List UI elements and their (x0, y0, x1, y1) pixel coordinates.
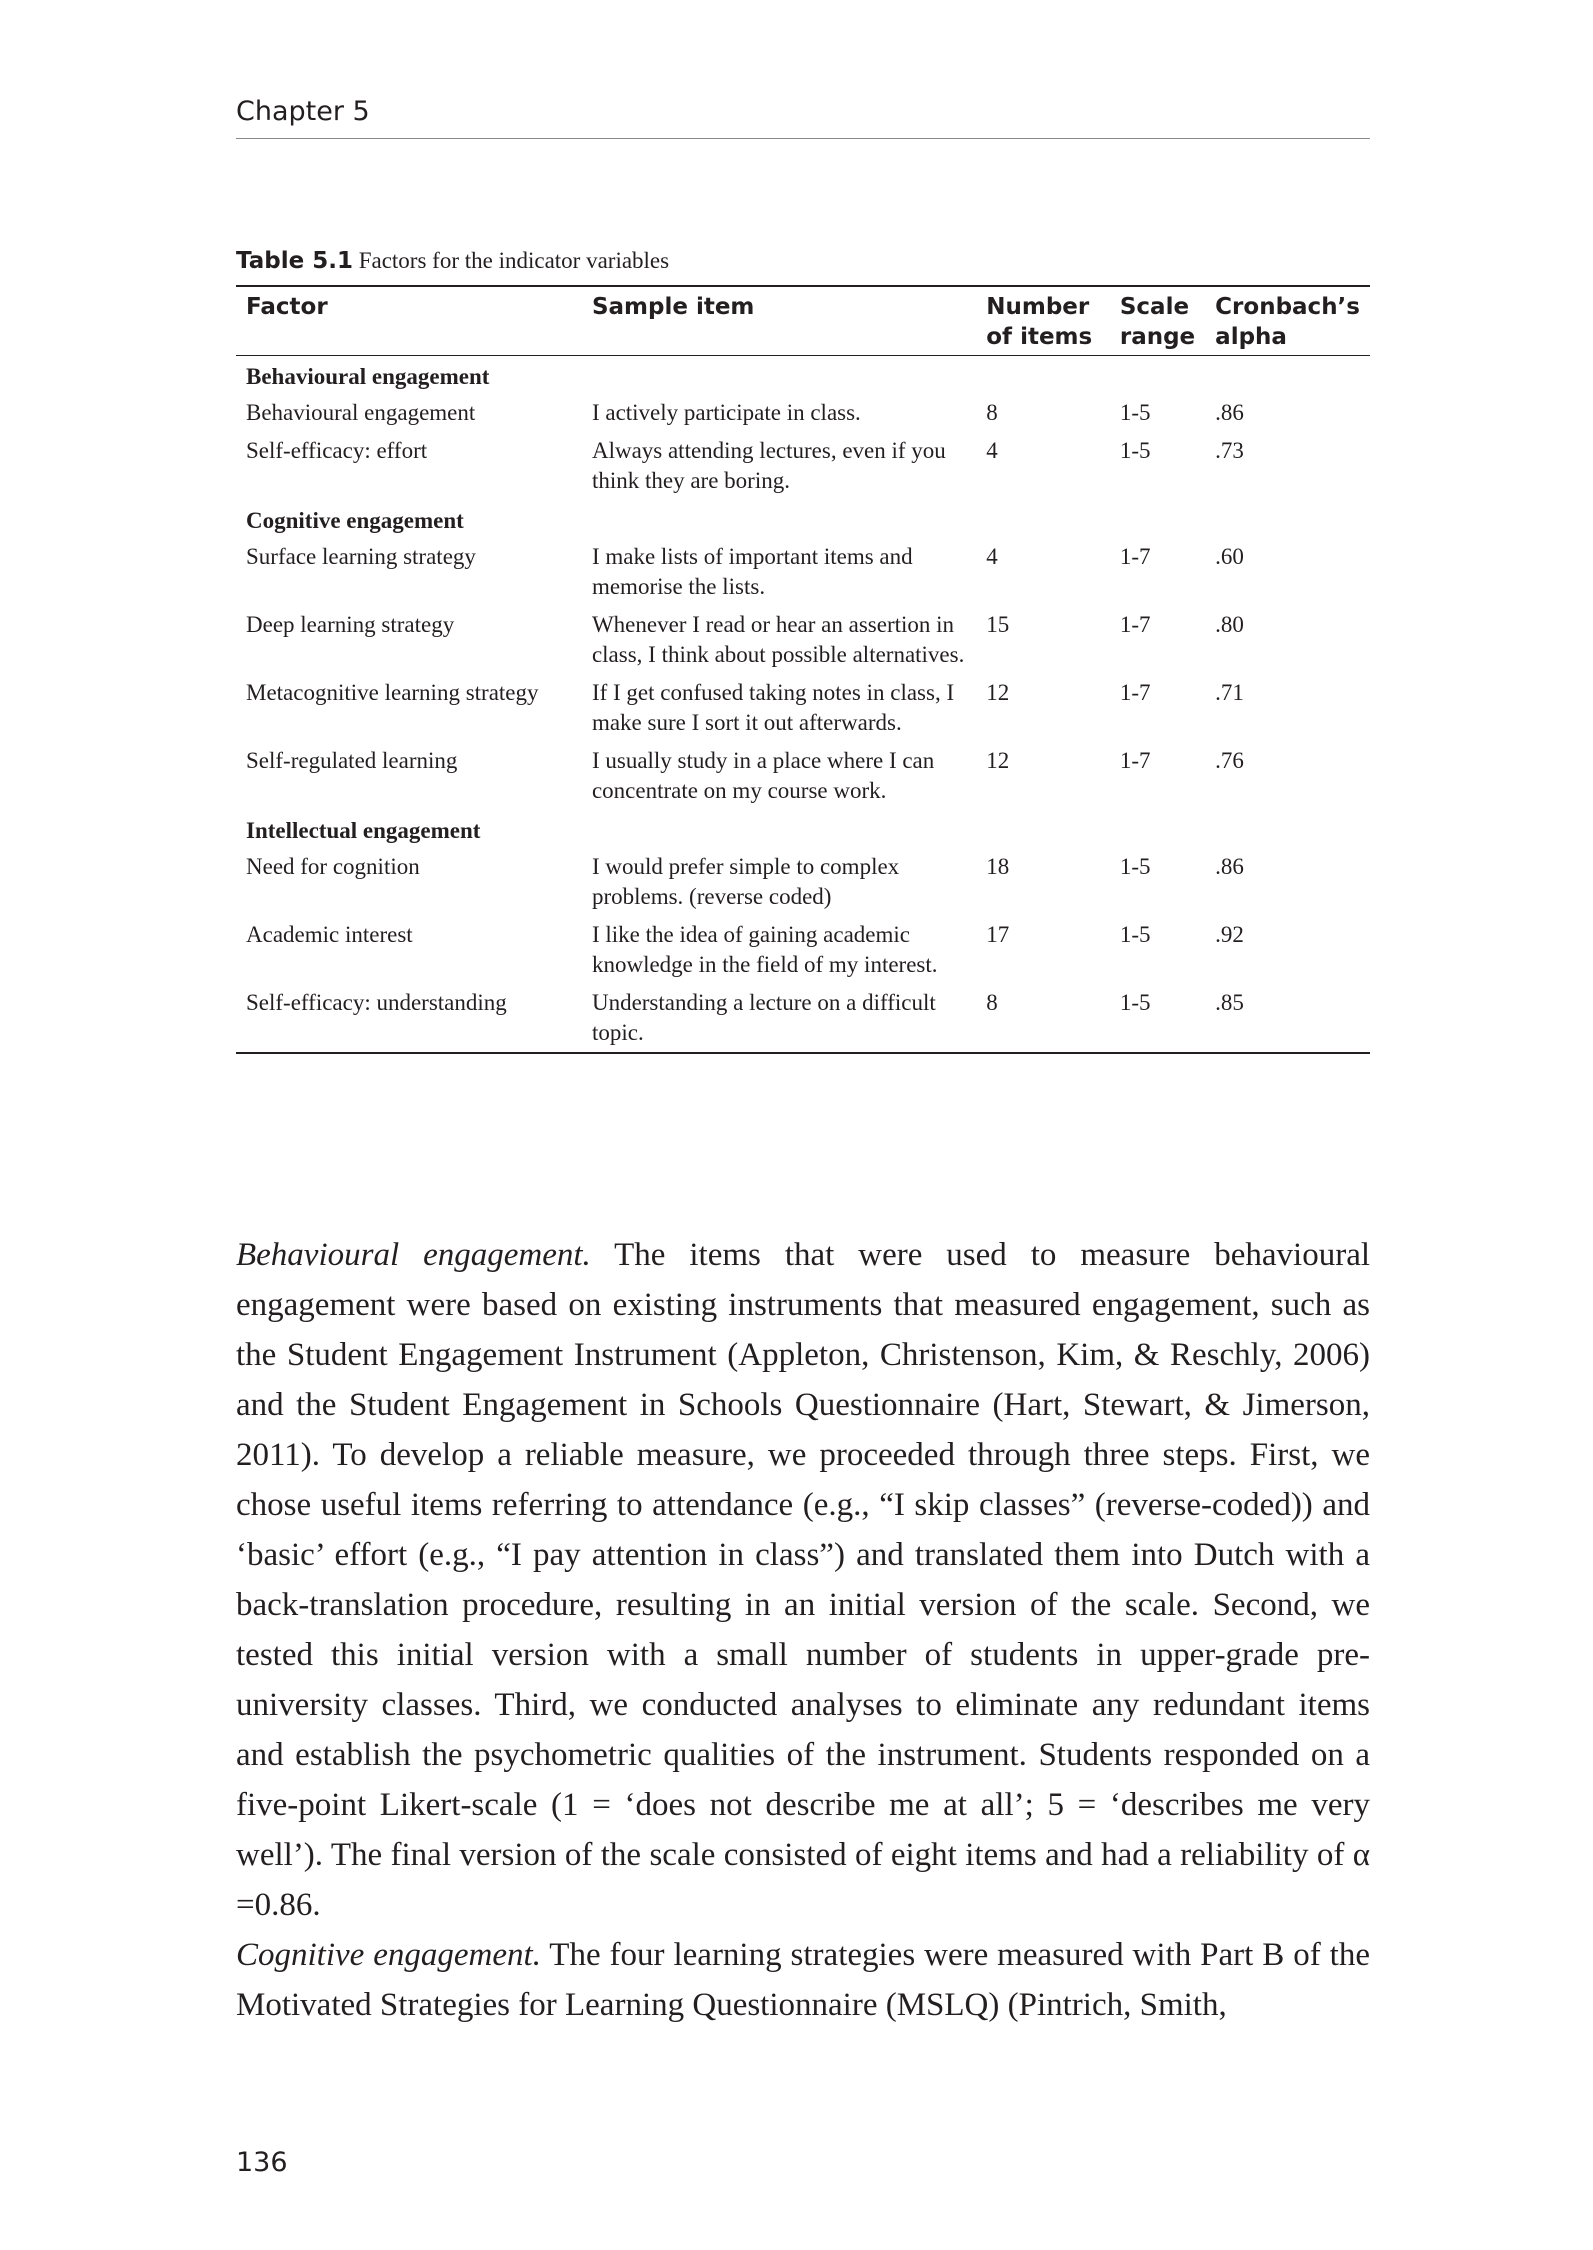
cell-factor: Academic interest (246, 922, 413, 947)
table-row (236, 742, 1370, 810)
paragraph-text: The items that were used to measure behavioural engagement were based on existing instruments that measured engagement, such as the Student Engagement Instrument (Appleton, Christenson, Kim, & Reschly, 2006) and the Student Engagement in Schools Questionnaire (Hart, Stewart, & Jimerson, 2011). To develop a reliable measure, we proceeded through three steps. First, we chose useful items referring to attendance (e.g., “I skip classes” (reverse-coded)) and ‘basic’ effort (e.g., “I pay attention in class”) and translated them into Dutch with a back-translation procedure, resulting in an initial version of the scale. Second, we tested this initial version with a small number of students in upper-grade pre-university classes. Third, we conducted analyses to eliminate any redundant items and establish the psychometric qualities of the instrument. Students responded on a five-point Likert-scale (1 = ‘does not describe me at all’; 5 = ‘describes me very well’). The final version of the scale consisted of eight items and had a reliability of α =0.86. (236, 1237, 1371, 1923)
group-heading: Behavioural engagement (246, 364, 490, 389)
cell-cronbachs-alpha: .85 (1215, 990, 1244, 1015)
cell-number-of-items: 12 (986, 680, 1010, 705)
paragraph-behavioural-engagement (236, 1230, 1370, 1930)
cell-sample-item: I actively participate in class. (591, 400, 861, 425)
table-body (236, 356, 1370, 1054)
cell-scale-range: 1-7 (1119, 748, 1151, 773)
cell-sample-item: I would prefer simple to complex problems. (reverse coded) (591, 854, 900, 909)
cell-factor: Need for cognition (246, 854, 420, 879)
column-header-scale-range: Scale range (1119, 294, 1196, 350)
table-caption (236, 245, 1370, 277)
group-heading: Intellectual engagement (246, 818, 481, 843)
column-header-sample-item: Sample item (591, 294, 755, 320)
table-row (236, 916, 1370, 984)
cell-cronbachs-alpha: .71 (1215, 680, 1244, 705)
table-block (236, 245, 1370, 1054)
cell-cronbachs-alpha: .80 (1215, 612, 1244, 637)
cell-sample-item: I like the idea of gaining academic knowledge in the field of my interest. (591, 922, 938, 977)
table-row (236, 848, 1370, 916)
cell-factor: Surface learning strategy (246, 544, 476, 569)
cell-cronbachs-alpha: .86 (1215, 854, 1244, 879)
table-row (236, 674, 1370, 742)
cell-sample-item: Always attending lectures, even if you think they are boring. (591, 438, 946, 493)
cell-scale-range: 1-5 (1119, 854, 1151, 879)
cell-number-of-items: 4 (986, 438, 998, 463)
table-header-row (236, 286, 1370, 356)
cell-number-of-items: 18 (986, 854, 1010, 879)
paragraph-cognitive-engagement (236, 1930, 1370, 2030)
cell-cronbachs-alpha: .60 (1215, 544, 1244, 569)
cell-scale-range: 1-5 (1119, 400, 1151, 425)
cell-scale-range: 1-5 (1119, 438, 1151, 463)
table-row (236, 606, 1370, 674)
table-row (236, 984, 1370, 1053)
cell-scale-range: 1-7 (1119, 680, 1151, 705)
cell-sample-item: Whenever I read or hear an assertion in class, I think about possible alternatives. (591, 612, 965, 667)
table-row (236, 394, 1370, 432)
table-caption-text: Factors for the indicator variables (358, 248, 670, 273)
cell-number-of-items: 17 (986, 922, 1010, 947)
column-header-cronbachs-alpha: Cronbach’s alpha (1215, 294, 1360, 350)
cell-factor: Metacognitive learning strategy (246, 680, 539, 705)
page-number: 136 (236, 2147, 288, 2178)
group-heading: Cognitive engagement (246, 508, 464, 533)
cell-scale-range: 1-5 (1119, 990, 1151, 1015)
table-row (236, 538, 1370, 606)
column-header-number-of-items: Number of items (986, 294, 1093, 350)
paragraph-lead: Behavioural engagement. (236, 1237, 591, 1273)
paragraph-text: The four learning strategies were measured with Part B of the Motivated Strategies for Learning Questionnaire (MSLQ) (Pintrich, Smith, (236, 1937, 1370, 2023)
cell-sample-item: I make lists of important items and memorise the lists. (591, 544, 913, 599)
table-group-row (236, 356, 1370, 395)
table-group-row (236, 810, 1370, 848)
factors-table (236, 285, 1370, 1054)
body-text (236, 1230, 1370, 2030)
cell-number-of-items: 8 (986, 400, 998, 425)
cell-cronbachs-alpha: .76 (1215, 748, 1244, 773)
cell-number-of-items: 15 (986, 612, 1010, 637)
cell-factor: Deep learning strategy (246, 612, 455, 637)
cell-sample-item: I usually study in a place where I can concentrate on my course work. (591, 748, 935, 803)
cell-factor: Self-efficacy: effort (246, 438, 428, 463)
running-header (236, 92, 1370, 139)
cell-sample-item: Understanding a lecture on a difficult topic. (591, 990, 936, 1045)
table-row (236, 432, 1370, 500)
cell-cronbachs-alpha: .92 (1215, 922, 1244, 947)
cell-factor: Self-regulated learning (246, 748, 458, 773)
cell-number-of-items: 8 (986, 990, 998, 1015)
cell-factor: Behavioural engagement (246, 400, 476, 425)
cell-scale-range: 1-7 (1119, 544, 1151, 569)
column-header-factor: Factor (246, 294, 328, 320)
cell-cronbachs-alpha: .86 (1215, 400, 1244, 425)
cell-sample-item: If I get confused taking notes in class, I make sure I sort it out afterwards. (591, 680, 955, 735)
table-caption-label: Table 5.1 (236, 248, 353, 274)
chapter-title: Chapter 5 (236, 96, 370, 127)
cell-number-of-items: 4 (986, 544, 998, 569)
cell-number-of-items: 12 (986, 748, 1010, 773)
paragraph-lead: Cognitive engagement. (236, 1937, 541, 1973)
table-group-row (236, 500, 1370, 538)
cell-factor: Self-efficacy: understanding (246, 990, 507, 1015)
cell-cronbachs-alpha: .73 (1215, 438, 1244, 463)
cell-scale-range: 1-5 (1119, 922, 1151, 947)
cell-scale-range: 1-7 (1119, 612, 1151, 637)
